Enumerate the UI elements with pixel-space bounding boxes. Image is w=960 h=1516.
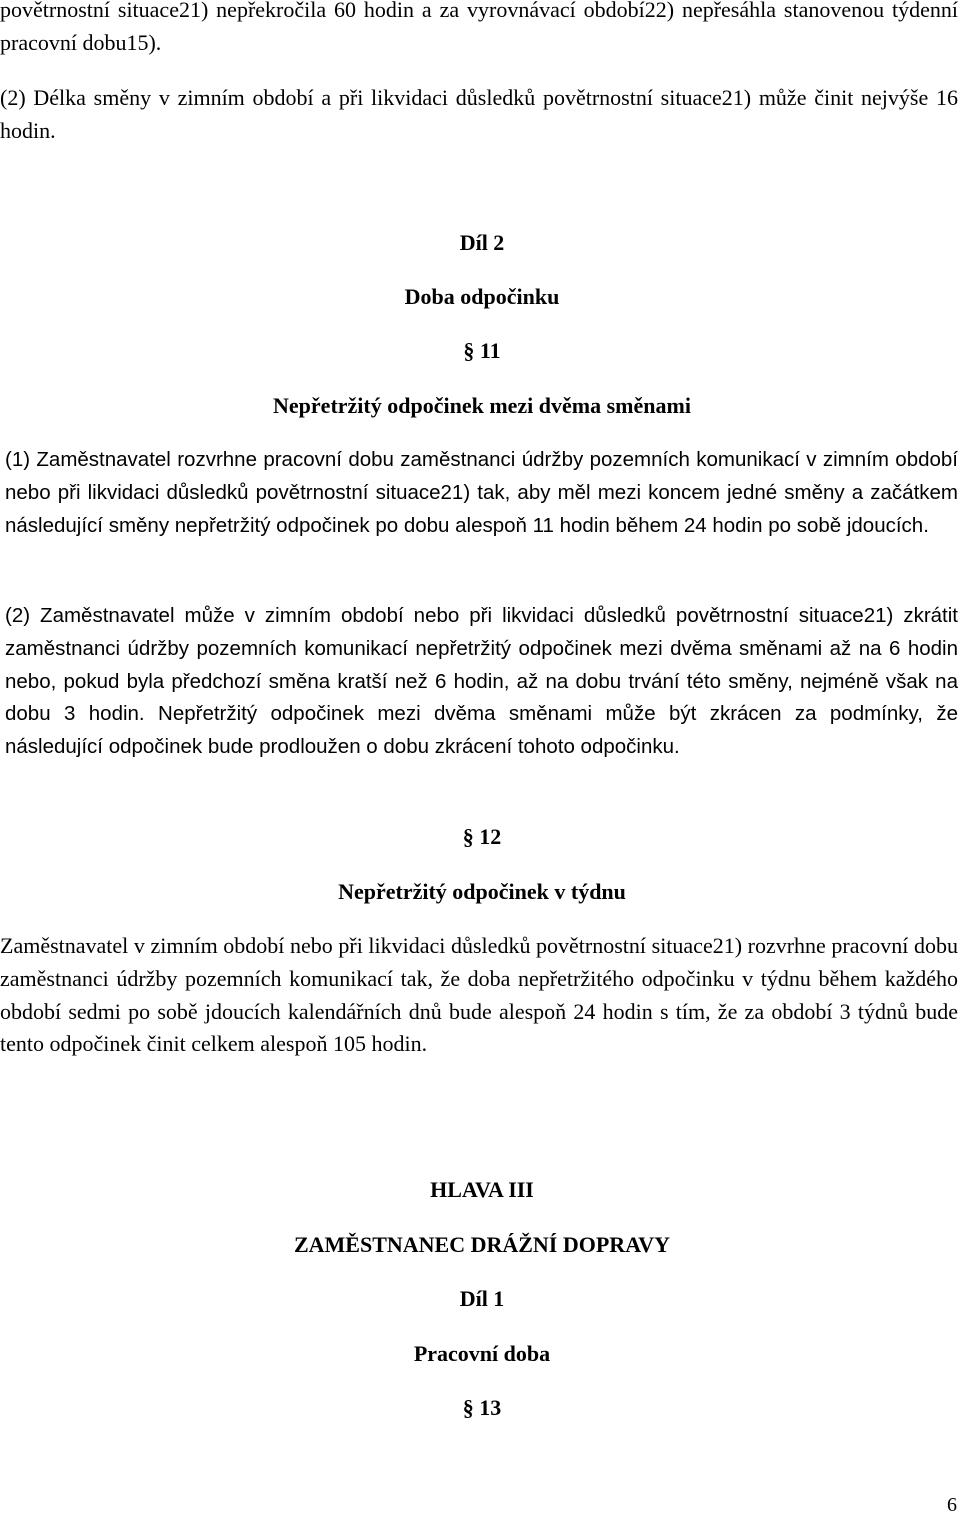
page-number: 6 [947,1494,957,1516]
section-11-paragraph-1: (1) Zaměstnavatel rozvrhne pracovní dobu zaměstnanci údržby pozemních komunikací v zimním období nebo při likvidaci důsledků povětrnostní situace21) tak, aby měl mezi koncem jedné směny a začátkem následující směny nepřetržitý odpočinek po dobu alespoň 11 hodin během 24 hodin po sobě jdoucích. [5,448,958,537]
section-11-number: 11 [479,338,501,363]
section-12-number: 12 [479,824,502,849]
chapter-3-label: HLAVA III [430,1177,534,1202]
part-1-label: Díl 1 [459,1286,505,1311]
section-symbol: § [462,824,474,849]
part-2-label: Díl 2 [459,230,505,255]
section-13-number: 13 [479,1395,502,1420]
section-12-heading [0,824,960,850]
section-13-heading [0,1395,960,1421]
intro-paragraph-2: (2) Délka směny v zimním období a při likvidaci důsledků povětrnostní situace21) může činit nejvýše 16 hodin. [0,85,958,143]
section-11-paragraph-2: (2) Zaměstnavatel může v zimním období nebo při likvidaci důsledků povětrnostní situace21) zkrátit zaměstnanci údržby pozemních komunikací nepřetržitý odpočinek mezi dvěma směnami až na 6 hodin nebo, pokud byla předchozí směna kratší než 6 hodin, až na dobu trvání této směny, nejméně však na dobu 3 hodin. Nepřetržitý odpočinek mezi dvěma směnami může být zkrácen za podmínky, že následující odpočinek bude prodloužen o dobu zkrácení tohoto odpočinku. [5,604,958,759]
chapter-3-title: ZAMĚSTNANEC DRÁŽNÍ DOPRAVY [293,1232,671,1257]
section-11-heading [0,338,960,364]
section-12-title: Nepřetržitý odpočinek v týdnu [338,879,626,904]
section-symbol: § [463,338,475,363]
section-symbol: § [462,1395,474,1420]
part-1-title: Pracovní doba [413,1341,551,1366]
part-2-title: Doba odpočinku [404,284,560,309]
intro-paragraph-1: povětrnostní situace21) nepřekročila 60 hodin a za vyrovnávací období22) nepřesáhla stanovenou týdenní pracovní dobu15). [0,0,958,55]
section-12-paragraph-1: Zaměstnavatel v zimním období nebo při likvidaci důsledků povětrnostní situace21) rozvrhne pracovní dobu zaměstnanci údržby pozemních komunikací tak, že doba nepřetržitého odpočinku v týdnu během každého období sedmi po sobě jdoucích kalendářních dnů bude alespoň 24 hodin s tím, že za období 3 týdnů bude tento odpočinek činit celkem alespoň 105 hodin. [0,933,958,1057]
section-11-title: Nepřetržitý odpočinek mezi dvěma směnami [273,393,691,418]
